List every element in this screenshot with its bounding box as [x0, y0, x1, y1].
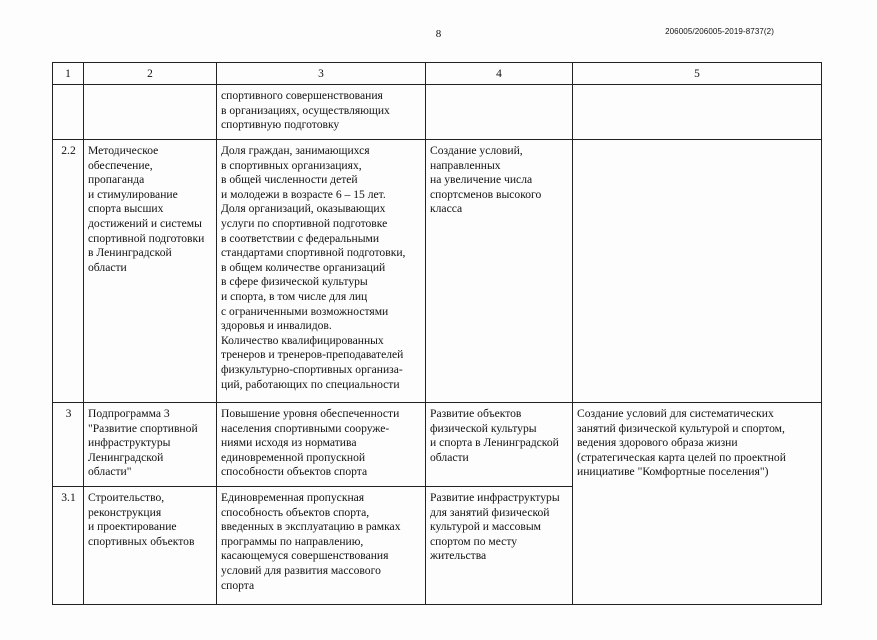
row-results: Развитие инфраструктуры для занятий физической культурой и массовым спортом по месту жительства — [426, 487, 573, 605]
row-results: Развитие объектов физической культуры и спорта в Ленинградской области — [426, 403, 573, 487]
row-links: Создание условий для систематических занятий физической культурой и спортом, ведения здорового образа жизни (стратегическая карта целей по проектной инициативе "Комфортные поселения") — [573, 403, 822, 605]
row-name: Подпрограмма 3 "Развитие спортивной инфраструктуры Ленинградской области" — [84, 403, 217, 487]
table-header-row — [53, 63, 822, 85]
column-header: 3 — [217, 63, 426, 85]
row-name: Методическое обеспечение, пропаганда и стимулирование спорта высших достижений и системы спортивной подготовки в Ленинградской области — [84, 140, 217, 403]
row-number: 3.1 — [53, 487, 84, 605]
row-indicators: Повышение уровня обеспеченности населения спортивными сооруже- ниями исходя из норматива единовременной пропускной способности объектов спорта — [217, 403, 426, 487]
document-code: 206005/206005-2019-8737(2) — [665, 27, 774, 36]
row-results: Создание условий, направленных на увеличение числа спортсменов высокого класса — [426, 140, 573, 403]
row-results — [426, 85, 573, 140]
table-row — [53, 140, 822, 403]
column-header: 2 — [84, 63, 217, 85]
row-number — [53, 85, 84, 140]
row-number: 2.2 — [53, 140, 84, 403]
column-header: 5 — [573, 63, 822, 85]
table-row — [53, 403, 822, 487]
row-name — [84, 85, 217, 140]
table-row — [53, 85, 822, 140]
row-number: 3 — [53, 403, 84, 487]
column-header: 1 — [53, 63, 84, 85]
row-indicators: Единовременная пропускная способность объектов спорта, введенных в эксплуатацию в рамках программы по направлению, касающемуся совершенствования условий для развития массового спорта — [217, 487, 426, 605]
program-table — [52, 62, 822, 605]
row-name: Строительство, реконструкция и проектирование спортивных объектов — [84, 487, 217, 605]
row-links — [573, 140, 822, 403]
column-header: 4 — [426, 63, 573, 85]
row-indicators: Доля граждан, занимающихся в спортивных организациях, в общей численности детей и молодежи в возрасте 6 – 15 лет. Доля организаций, оказывающих услуги по спортивной подготовке в соответствии с федеральными стандартами спортивной подготовки, в общем количестве организаций в сфере физической культуры и спорта, в том числе для лиц с ограниченными возможностями здоровья и инвалидов. Количество квалифицированных тренеров и тренеров-преподавателей физкультурно-спортивных организа- ций, работающих по специальности — [217, 140, 426, 403]
row-links — [573, 85, 822, 140]
row-indicators: спортивного совершенствования в организациях, осуществляющих спортивную подготовку — [217, 85, 426, 140]
page-number: 8 — [435, 28, 442, 40]
